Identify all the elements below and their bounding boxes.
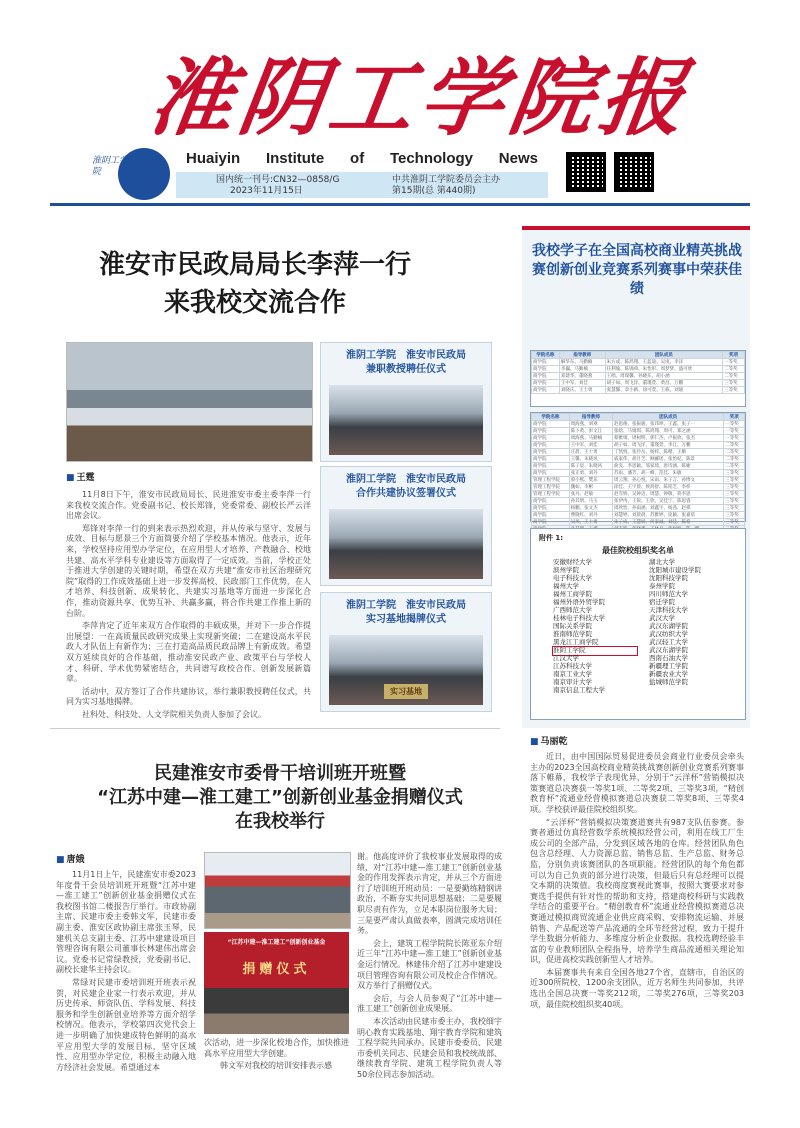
table-cell: 三等奖 xyxy=(724,505,745,512)
paragraph: 会上，建筑工程学院院长陈亚东介绍近三年“江苏中建—淮工建工”创新创业基金运行情况。林建伟介绍了江苏中建建设项目管理咨询有限公司及校企合作情况。双方举行了捐赠仪式。 xyxy=(357,938,502,991)
list-item: 广西师范大学 xyxy=(553,606,592,614)
table-cell: 管理工程学院 xyxy=(532,484,570,491)
table-cell: 二等奖 xyxy=(723,373,745,380)
table-cell: 蔡雅婧、周树明、郭仁杰、卢振欣、张杰 xyxy=(613,435,724,442)
list-item: 江汉大学 xyxy=(553,654,579,662)
table-row xyxy=(532,449,745,456)
table-cell: 商学院 xyxy=(532,380,560,387)
list-item: 安徽财经大学 xyxy=(553,558,592,566)
section-divider xyxy=(50,728,500,729)
main-article-body xyxy=(66,490,311,722)
table-cell: 商学院 xyxy=(532,449,570,456)
list-item: 南京工业大学 xyxy=(553,670,592,678)
english-word: Huaiyin xyxy=(186,150,241,167)
list-item: 武汉大学 xyxy=(649,614,675,622)
table-cell: 徐佳、王宇晨、侯鸿舒、陈铭芝、李梓 xyxy=(613,484,724,491)
table-header: 学院名称 xyxy=(532,414,570,421)
issn-number: 国内统一刊号:CN32—0858/G xyxy=(216,175,340,185)
table-header: 奖项 xyxy=(724,414,745,421)
table-cell: 苏雨、潘芳、胡一峰、范佳、朱敏 xyxy=(613,470,724,477)
table-header: 指导教师 xyxy=(569,414,612,421)
paragraph: 11月8日下午，淮安市民政局局长、民进淮安市委主委李萍一行来我校交流合作。党委副书记、校长郑锋，党委常委、副校长严云洋出席会议。 xyxy=(66,490,311,521)
table-row xyxy=(532,435,745,442)
list-item: 武汉东湖学院 xyxy=(649,646,688,654)
table-cell: 陈子宸、朱晓风 xyxy=(569,463,612,470)
table-cell: 王唱、周瑞馨、孙晓东、胡小涵 xyxy=(605,373,722,380)
ceremony-photo-base xyxy=(320,592,492,712)
list-item: 南京审计大学 xyxy=(553,678,592,686)
table-cell: 二等奖 xyxy=(723,366,745,373)
table-cell: 三等奖 xyxy=(724,498,745,505)
appendix-title: 最佳院校组织奖名单 xyxy=(602,546,674,555)
banner-text: “江苏中建—淮工建工”创新创业基金 xyxy=(227,939,326,946)
paragraph: 活动中，双方签订了合作共建协议，举行兼职教授聘任仪式，共同为实习基地揭牌。 xyxy=(66,686,311,707)
list-item: 武汉轻工大学 xyxy=(649,638,688,646)
paragraph: 会后，与会人员参观了“江苏中建—淮工建工”创新创业成果展。 xyxy=(357,993,502,1014)
list-item: 武汉东湖学院 xyxy=(649,622,688,630)
headline-line: 来我校交流合作 xyxy=(163,288,346,318)
table-cell: 二等奖 xyxy=(724,442,745,449)
table-row xyxy=(532,463,745,470)
table-cell: 蔡小熙、樊乐 xyxy=(569,477,612,484)
table-cell: 张慧馨、章小鸥、徐可萱、王栋、刘通 xyxy=(605,387,722,394)
table-row xyxy=(532,470,745,477)
table-cell: 三等奖 xyxy=(724,519,745,526)
photo-caption: 淮阴工学院 淮安市民政局 xyxy=(346,474,466,485)
table-cell: 魏如、李彬 xyxy=(569,484,612,491)
photo-caption: 实习基地揭牌仪式 xyxy=(366,614,446,625)
table-cell: 商学院 xyxy=(532,505,570,512)
table-cell: 周云翔、孙心悦、宋雨、朱子言、孙博文 xyxy=(613,477,724,484)
issue-number: 第15期(总 第440期) xyxy=(392,186,476,196)
table-cell: 三等奖 xyxy=(724,477,745,484)
list-item: 电子科技大学 xyxy=(553,574,592,582)
table-header: 团队成员 xyxy=(613,414,724,421)
headline-line: “江苏中建—淮工建工”创新创业基金捐赠仪式 xyxy=(97,787,463,808)
table-cell: 商学院 xyxy=(532,442,570,449)
table-row xyxy=(532,512,745,519)
table-row xyxy=(532,359,745,366)
donation-photo xyxy=(204,932,349,1034)
table-cell: 朱方成、陈鸿翔、王蓝迪、吴庚、李泽 xyxy=(605,359,722,366)
newspaper-title-logo: 淮阴工学院报 xyxy=(143,48,698,147)
table-cell: 商学院 xyxy=(532,519,570,526)
table-cell: 商学院 xyxy=(532,421,570,428)
table-cell: 李巍、马勤楠 xyxy=(559,366,605,373)
table-cell: 商学院 xyxy=(532,463,570,470)
list-item: 滨州学院 xyxy=(553,566,579,574)
list-item: 淮阴工学院 xyxy=(553,647,637,655)
table-cell: 三等奖 xyxy=(724,491,745,498)
paragraph: 次活动，进一步深化校地合作，加快推进高水平应用型大学创建。 xyxy=(204,1038,349,1058)
table-row xyxy=(532,484,745,491)
table-cell: 二等奖 xyxy=(724,456,745,463)
headline-line: 在我校举行 xyxy=(235,811,325,832)
photo-caption: 合作共建协议签署仪式 xyxy=(356,488,456,499)
table-cell: 吴凤、王士勇 xyxy=(569,519,612,526)
table-cell: 邓建华、董晓燕 xyxy=(559,373,605,380)
paragraph: 常绿对民建市委培训班开班表示祝贺，对民建企业家一行表示欢迎，并从历史传承、师资队伍、学科发展、科技服务和学生创新创业培养等方面介绍学校情况。他表示，学校第四次党代会上进一步明确了加快建成特色鲜明的高水平应用型大学的发展目标，坚守区域性、应用型办学定位，积极主动融入地方经济社会发展。希望通过本 xyxy=(56,977,196,1072)
award-table-1 xyxy=(530,350,746,407)
list-item: 新疆农业大学 xyxy=(649,670,688,678)
table-cell: 孙其明、马玉 xyxy=(569,498,612,505)
table-cell: 张晗、马婧琪、陈鸿翔、周可、郑之涵 xyxy=(613,428,724,435)
paragraph: 本次活动由民建市委主办，我校细宇明心教育实践基地、翔宇教育学院和建筑工程学院共同承办。民建市委委员、民建市委机关同志、民建会员和我校统战部、继续教育学院、建筑工程学院负责人等50余位同志参加活动。 xyxy=(357,1016,502,1079)
table-cell: 胡子如、周飞洋、董瑾萱、李江、万鹏 xyxy=(613,442,724,449)
english-word: News xyxy=(498,150,538,167)
table-cell: 商学院 xyxy=(532,470,570,477)
table-cell: 俞炎、李思颖、邹家琦、唐诗涵、陈婕 xyxy=(613,463,724,470)
award-table-2 xyxy=(530,412,746,525)
table-cell: 张伊冉、王锐、王欣、吴佳宁、陈思睿 xyxy=(613,498,724,505)
table-cell: 管理工程学院 xyxy=(532,491,570,498)
list-item: 国际关系学院 xyxy=(553,622,592,630)
list-item: 沈阳城市建设学院 xyxy=(649,566,701,574)
table-cell: 一等奖 xyxy=(724,435,745,442)
headline-line: 淮安市民政局局长李萍一行 xyxy=(98,250,411,280)
table-cell: 庄晨、王士勇 xyxy=(569,449,612,456)
bottom-article-column xyxy=(357,852,502,1082)
table-cell: 周海燕、刘翠 xyxy=(569,421,612,428)
table-row xyxy=(532,442,745,449)
table-header: 团队成员 xyxy=(605,352,722,359)
ceremony-photo-agreement xyxy=(320,466,492,586)
emblem-text: 淮阴工学院 xyxy=(92,156,129,177)
table-cell: 商学院 xyxy=(532,387,560,394)
list-item: 泰州学院 xyxy=(649,582,675,590)
bottom-byline: ■ 唐娥 xyxy=(56,852,85,865)
list-item: 宿迁学院 xyxy=(649,598,675,606)
table-cell: 三等奖 xyxy=(724,512,745,519)
photo-caption: 兼职教授聘任仪式 xyxy=(366,364,446,375)
list-item: 桂林电子科技大学 xyxy=(553,614,605,622)
list-item: 湖北大学 xyxy=(649,558,675,566)
english-name xyxy=(186,150,538,167)
list-item: 天津科技大学 xyxy=(649,606,688,614)
paragraph: “云洋杯”营销模拟决策赛道赛共有987支队伍参赛。参赛者通过仿真经营数学系统模拟经营公司，利用在线工厂生成公司的全部产品，分发到区域各地的仓库。经营团队角色包含总经理、人力资源总监、销售总监、生产总监、财务总监，分别负责该赛团队的各项职能。经营团队的每个角色都可以为自己负责的部分进行决策，但最后只有总经理可以提交本期的决策值。我校商度赛视此赛事，按照大赛要求对参赛选手提供有针对性的帮助和支持，搭建商校科研与实践教学结合的重要平台。“精创教育杯”流通业经营模拟赛道总决赛通过模拟商贸流通企业供应商采购、安排物流运输、并展销售、产品配送等产品流通的全环节经营过程，致力于提升学生数据分析能力、多维度分析企业数据。我校选聘经验丰富的专业教师团队全程指导，培养学生商品流通相关理论知识，促进高校实践创新型人才培养。 xyxy=(530,817,744,965)
training-photo xyxy=(204,852,351,929)
paragraph: 谢。他高度评价了我校事业发展取得的成绩，对“江苏中建—淮工建工”创新创业基金的作用发挥表示肯定，并从三个方面进行了培训班开班动员：一是要勤练精钢讲政治，不断夯实共同思想基础；二是要履职尽责有作为，立足本职岗位服务大局；三是要严肃认真做表率，圆满完成培训任务。 xyxy=(357,852,502,936)
list-item: 福州外语外贸学院 xyxy=(553,598,605,606)
table-cell: 三等奖 xyxy=(723,380,745,387)
table-row xyxy=(532,498,745,505)
table-cell: 王馨、朱晓风 xyxy=(569,456,612,463)
table-cell: 商学院 xyxy=(532,498,570,505)
sponsor: 中共淮阴工学院委员会主办 xyxy=(392,175,501,185)
table-cell: 张正勇、刘丹 xyxy=(569,470,612,477)
table-cell: 商学院 xyxy=(532,366,560,373)
table-cell: 张丹、赵敏 xyxy=(569,491,612,498)
list-item: 南京信息工程大学 xyxy=(553,686,605,694)
qr-code-icon[interactable] xyxy=(566,152,606,192)
table-cell: 赵雪娇、吴钟迈、周慧、钟敬、蒋李思 xyxy=(613,491,724,498)
table-row xyxy=(532,428,745,435)
list-item: 四川师范大学 xyxy=(649,590,688,598)
table-cell: 胡子如、周飞洋、董瑾萱、黄昌、万鹏 xyxy=(605,380,722,387)
paragraph: 郑锋对李萍一行的到来表示热烈欢迎，并从传承与坚守、发展与成效、目标与愿景三个方面简要介绍了学校基本情况。他表示，近年来，学校坚持应用型办学定位，在应用型人才培养、产教融合、校地共建、高水平学科专业建设等方面取得了一定成效。当前，学校正处于推进大学创建的关键时期，希望在双方共建“淮安市社区治理研究院”取得的工作成效基础上进一步发挥高校、民政部门工作优势，在人才培养、科技创新、成果转化、共建实习基地等方面进一步深化合作，推动资源共享、优势互补、共赢多赢，将合作共建工作推上新的台阶。 xyxy=(66,523,311,618)
table-cell: 赵思俊、张振骏、张玮坤、王鑫、张子一 xyxy=(613,421,724,428)
bottom-article-column xyxy=(204,1038,349,1074)
table-row xyxy=(532,456,745,463)
photo-caption: 淮阴工学院 淮安市民政局 xyxy=(346,600,466,611)
table-header: 奖项 xyxy=(723,352,745,359)
table-cell: 王中军、刘佳 xyxy=(569,442,612,449)
paragraph: 社科处、科技处、人文学院相关负责人参加了会议。 xyxy=(82,709,266,719)
organization-award-list xyxy=(530,528,746,720)
publication-info-bar xyxy=(176,172,548,198)
table-cell: 周海燕、马勤楠 xyxy=(569,435,612,442)
banner-title: 捐赠仪式 xyxy=(242,962,311,977)
paragraph: 本届赛事共有来自全国各地27个省，直辖市，自治区的近300所院校，1200余支团队，近万名师生共同参加，共评选出全国总决赛一等奖212项，二等奖276项，三等奖203项，最佳院校组织奖40项。 xyxy=(530,967,744,1009)
list-item xyxy=(649,687,733,695)
table-cell: 刘慧婷、刘晨晨、苏雅婷、庞颖、张嘉蓓 xyxy=(613,512,724,519)
list-item: 新疆理工学院 xyxy=(649,662,688,670)
table-cell: 一等奖 xyxy=(724,421,745,428)
table-cell: 商学院 xyxy=(532,456,570,463)
table-cell: 王中军、刘佳 xyxy=(559,380,605,387)
photo-caption: 淮阴工学院 淮安市民政局 xyxy=(346,350,466,361)
table-cell: 任利瑜、陈锦舜、朱怡彤、周梦梦、盛可欣 xyxy=(605,366,722,373)
list-item: 黑龙江工商学院 xyxy=(553,638,599,646)
side-byline: ■ 马丽乾 xyxy=(530,734,568,747)
table-row xyxy=(532,380,745,387)
table-cell: 管理工程学院 xyxy=(532,477,570,484)
table-cell: 商学院 xyxy=(532,435,570,442)
list-item: 西南石油大学 xyxy=(649,654,688,662)
table-row xyxy=(532,519,745,526)
table-cell: 陈卜黄、彭文江 xyxy=(569,428,612,435)
table-cell: 解华东、马勤楠 xyxy=(559,359,605,366)
list-item: 福州大学 xyxy=(553,582,579,590)
table-cell: 一等奖 xyxy=(724,428,745,435)
table-cell: 三等奖 xyxy=(724,470,745,477)
bottom-article-column xyxy=(56,870,196,1075)
masthead-divider xyxy=(50,203,750,206)
table-cell: 一等奖 xyxy=(723,359,745,366)
table-row xyxy=(532,477,745,484)
paragraph: 近日，由中国国际贸易促进委员会商业行业委员会牵头主办的2023全国高校商业精英挑战赛创新创业竞赛系列赛事落下帷幕，我校学子表现优异，分别于“云洋杯”营销模拟决策赛道总决赛获一等奖1项、二等奖2项、三等奖3项，“精创教育杯”流通业经营模拟赛道总决赛获二等奖8项、三等奖4项。学校获评最佳院校组织奖。 xyxy=(530,752,744,814)
main-headline xyxy=(70,246,440,322)
table-cell: 商学院 xyxy=(532,373,560,380)
paragraph: 韩文军对我校的培训安排表示感 xyxy=(220,1061,332,1071)
table-header: 指导教师 xyxy=(559,352,605,359)
table-cell: 商学院 xyxy=(532,428,570,435)
publication-date: 2023年11月15日 xyxy=(230,186,303,196)
paragraph: 11月1日上午，民建淮安市委2023年度骨干会员培训班开班暨“江苏中建—淮工建工”创新创业基金捐赠仪式在我校图书馆二楼报告厅举行。市政协副主席、民建市委主委韩文军，民建市委副主委、淮安区政协副主席张玉琴，民建机关总支副主委、江苏中建建设项目管理咨询有限公司董事长林建伟出席会议。党委书记常绿教授，党委副书记、副校长建华主持会议。 xyxy=(56,870,196,975)
bottom-headline xyxy=(50,762,510,834)
table-cell: 三等奖 xyxy=(724,484,745,491)
table-cell: 二等奖 xyxy=(724,463,745,470)
list-item: 沈阳科技学院 xyxy=(649,574,688,582)
qr-code-icon[interactable] xyxy=(614,152,654,192)
table-row xyxy=(532,491,745,498)
list-item: 盐城师范学院 xyxy=(649,678,688,686)
main-byline: ■ 王霆 xyxy=(66,470,95,483)
table-row xyxy=(532,387,745,394)
table-row xyxy=(532,505,745,512)
side-article-body xyxy=(530,752,744,1012)
table-header: 学院名称 xyxy=(532,352,560,359)
meeting-photo xyxy=(66,342,313,462)
ceremony-photo-professor xyxy=(320,342,492,462)
table-cell: 刘晓庆、王士勇 xyxy=(559,387,605,394)
english-word: of xyxy=(350,150,365,167)
english-word: Technology xyxy=(389,150,474,167)
table-cell: 二等奖 xyxy=(724,449,745,456)
table-cell: 戚家伟、胡月芝、顾郦瑶、张怡妃、陈景 xyxy=(613,456,724,463)
appendix-caption: 附件 1: xyxy=(539,534,564,542)
headline-line: 民建淮安市委骨干培训班开班暨 xyxy=(154,763,406,784)
table-cell: 朱子成、王慧妍、何家诚、刘佳、陈希 xyxy=(613,519,724,526)
table-row xyxy=(532,366,745,373)
side-headline: 我校学子在全国高校商业精英挑战赛创新创业竞赛系列赛事中荣获佳绩 xyxy=(532,243,742,297)
list-item: 淮南师范学院 xyxy=(553,630,592,638)
table-cell: 杨鹏、张文杰 xyxy=(569,505,612,512)
table-cell: 三等奖 xyxy=(723,387,745,394)
table-row xyxy=(532,421,745,428)
list-item: 武汉纺织大学 xyxy=(649,630,688,638)
table-cell: 商学院 xyxy=(532,359,560,366)
table-cell: 丁凯悦、张伶岳、杨梓、陈楷、王顺 xyxy=(613,449,724,456)
table-cell: 商学院 xyxy=(532,512,570,519)
table-cell: 曹晓红、刘丹 xyxy=(569,512,612,519)
english-word: Institute xyxy=(265,150,325,167)
table-row xyxy=(532,373,745,380)
paragraph: 李萍肯定了近年来双方合作取得的丰硕成果，并对下一步合作提出展望：一在高质量民政研究成果上实现新突破；二在建设高水平民政人才队伍上有新作为；三在打造高品质民政品牌上有新成效。希望双方延续良好的合作基础，推动淮安民政产业、政策平台与学校人才、科研、学术优势紧密结合，共同谱写政校合作、创新发展新篇章。 xyxy=(66,621,311,684)
base-plaque: 实习基地 xyxy=(384,684,428,699)
list-item: 江苏科技大学 xyxy=(553,662,592,670)
list-item: 福州工商学院 xyxy=(553,590,592,598)
table-cell: 周欣怡、孙雨涵、刘鑫宇、杨茜、赵祺 xyxy=(613,505,724,512)
